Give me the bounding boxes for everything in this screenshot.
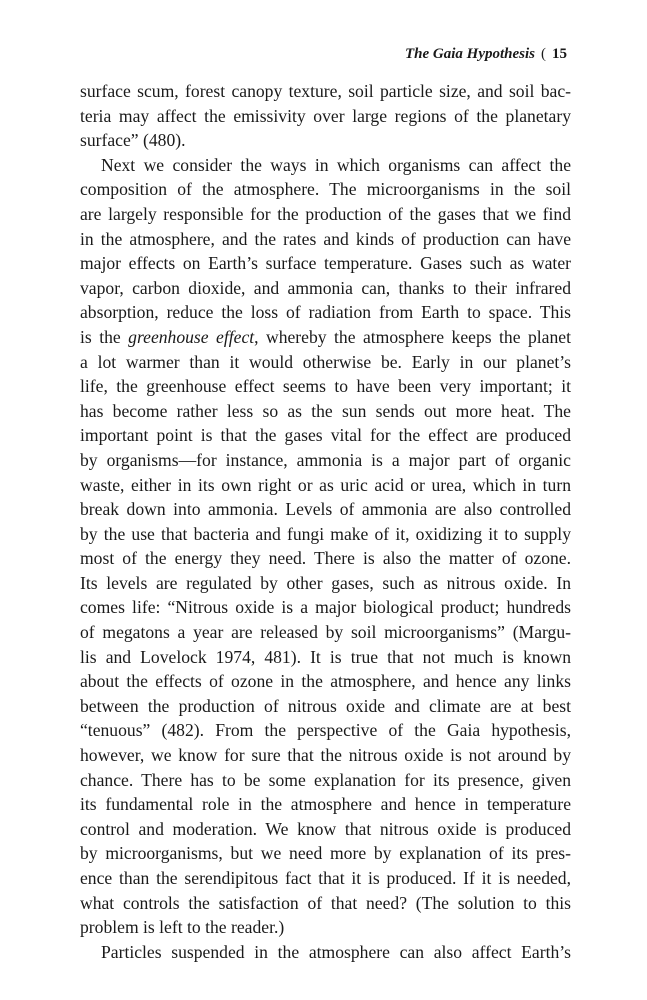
text-line: by microorganisms, but we need more by explanation of its pres- (80, 843, 571, 864)
text-line: a lot warmer than it would otherwise be. Early in our planet’s (80, 351, 571, 372)
text-line-with-italic (80, 325, 571, 350)
text-line: “tenuous” (482). From the perspective of the Gaia hypothesis, (80, 720, 571, 741)
text-line: control and moderation. We know that nitrous oxide is produced (80, 818, 571, 839)
text-line: composition of the atmosphere. The microorganisms in the soil (80, 179, 571, 200)
text-line: break down into ammonia. Levels of ammonia are also controlled (80, 499, 571, 520)
text-line: most of the energy they need. There is also the matter of ozone. (80, 548, 571, 569)
text-line: ence than the serendipitous fact that it is produced. If it is needed, (80, 868, 571, 888)
running-head-title: The Gaia Hypothesis (405, 46, 535, 62)
running-head (405, 44, 567, 64)
text-line: waste, either in its own right or as uric acid or urea, which in turn (80, 474, 571, 495)
text-line: about the effects of ozone in the atmosphere, and hence any links (80, 671, 571, 692)
text-line: in the atmosphere, and the rates and kinds of production can have (80, 228, 571, 249)
text-line: however, we know for sure that the nitrous oxide is not around by (80, 745, 571, 766)
body-text (80, 79, 571, 964)
text-line: of megatons a year are released by soil microorganisms” (Margu- (80, 622, 571, 643)
line-text-before-italic: is the (80, 326, 129, 347)
text-line: absorption, reduce the loss of radiation from Earth to space. This (80, 302, 571, 323)
text-line: are largely responsible for the production of the gases that we find (80, 203, 571, 224)
text-line: Its levels are regulated by other gases, such as nitrous oxide. In (80, 572, 571, 593)
running-head-separator: ( (541, 46, 546, 62)
text-line: its fundamental role in the atmosphere and hence in temperature (80, 794, 571, 815)
paragraph-start-line: Particles suspended in the atmosphere can also affect Earth’s (101, 941, 571, 962)
text-line: lis and Lovelock 1974, 481). It is true that not much is known (80, 646, 571, 667)
text-line: important point is that the gases vital for the effect are produced (80, 425, 571, 446)
text-line: life, the greenhouse effect seems to have been very important; it (80, 376, 571, 397)
italic-term-greenhouse-effect: greenhouse effect (128, 326, 255, 347)
text-line: what controls the satisfaction of that need? (The solution to this (80, 892, 571, 913)
text-line: vapor, carbon dioxide, and ammonia can, thanks to their infrared (80, 277, 571, 298)
text-line: surface scum, forest canopy texture, soil particle size, and soil bac- (80, 81, 571, 101)
text-line: teria may affect the emissivity over large regions of the planetary (80, 105, 571, 126)
text-line: by organisms—for instance, ammonia is a major part of organic (80, 449, 571, 470)
page-number: 15 (552, 46, 567, 62)
text-line: major effects on Earth’s surface temperature. Gases such as water (80, 253, 571, 274)
text-line: between the production of nitrous oxide and climate are at best (80, 695, 571, 716)
text-line: chance. There has to be some explanation for its presence, given (80, 769, 571, 790)
text-line: problem is left to the reader.) (80, 917, 285, 938)
line-text-after-italic: , whereby the atmosphere keeps the planet (254, 326, 571, 347)
text-line: comes life: “Nitrous oxide is a major biological product; hundreds (80, 597, 571, 618)
text-line: has become rather less so as the sun sends out more heat. The (80, 400, 571, 421)
text-line: surface” (480). (80, 130, 186, 151)
paragraph-start-line: Next we consider the ways in which organisms can affect the (101, 154, 571, 175)
text-line: by the use that bacteria and fungi make of it, oxidizing it to supply (80, 523, 571, 544)
